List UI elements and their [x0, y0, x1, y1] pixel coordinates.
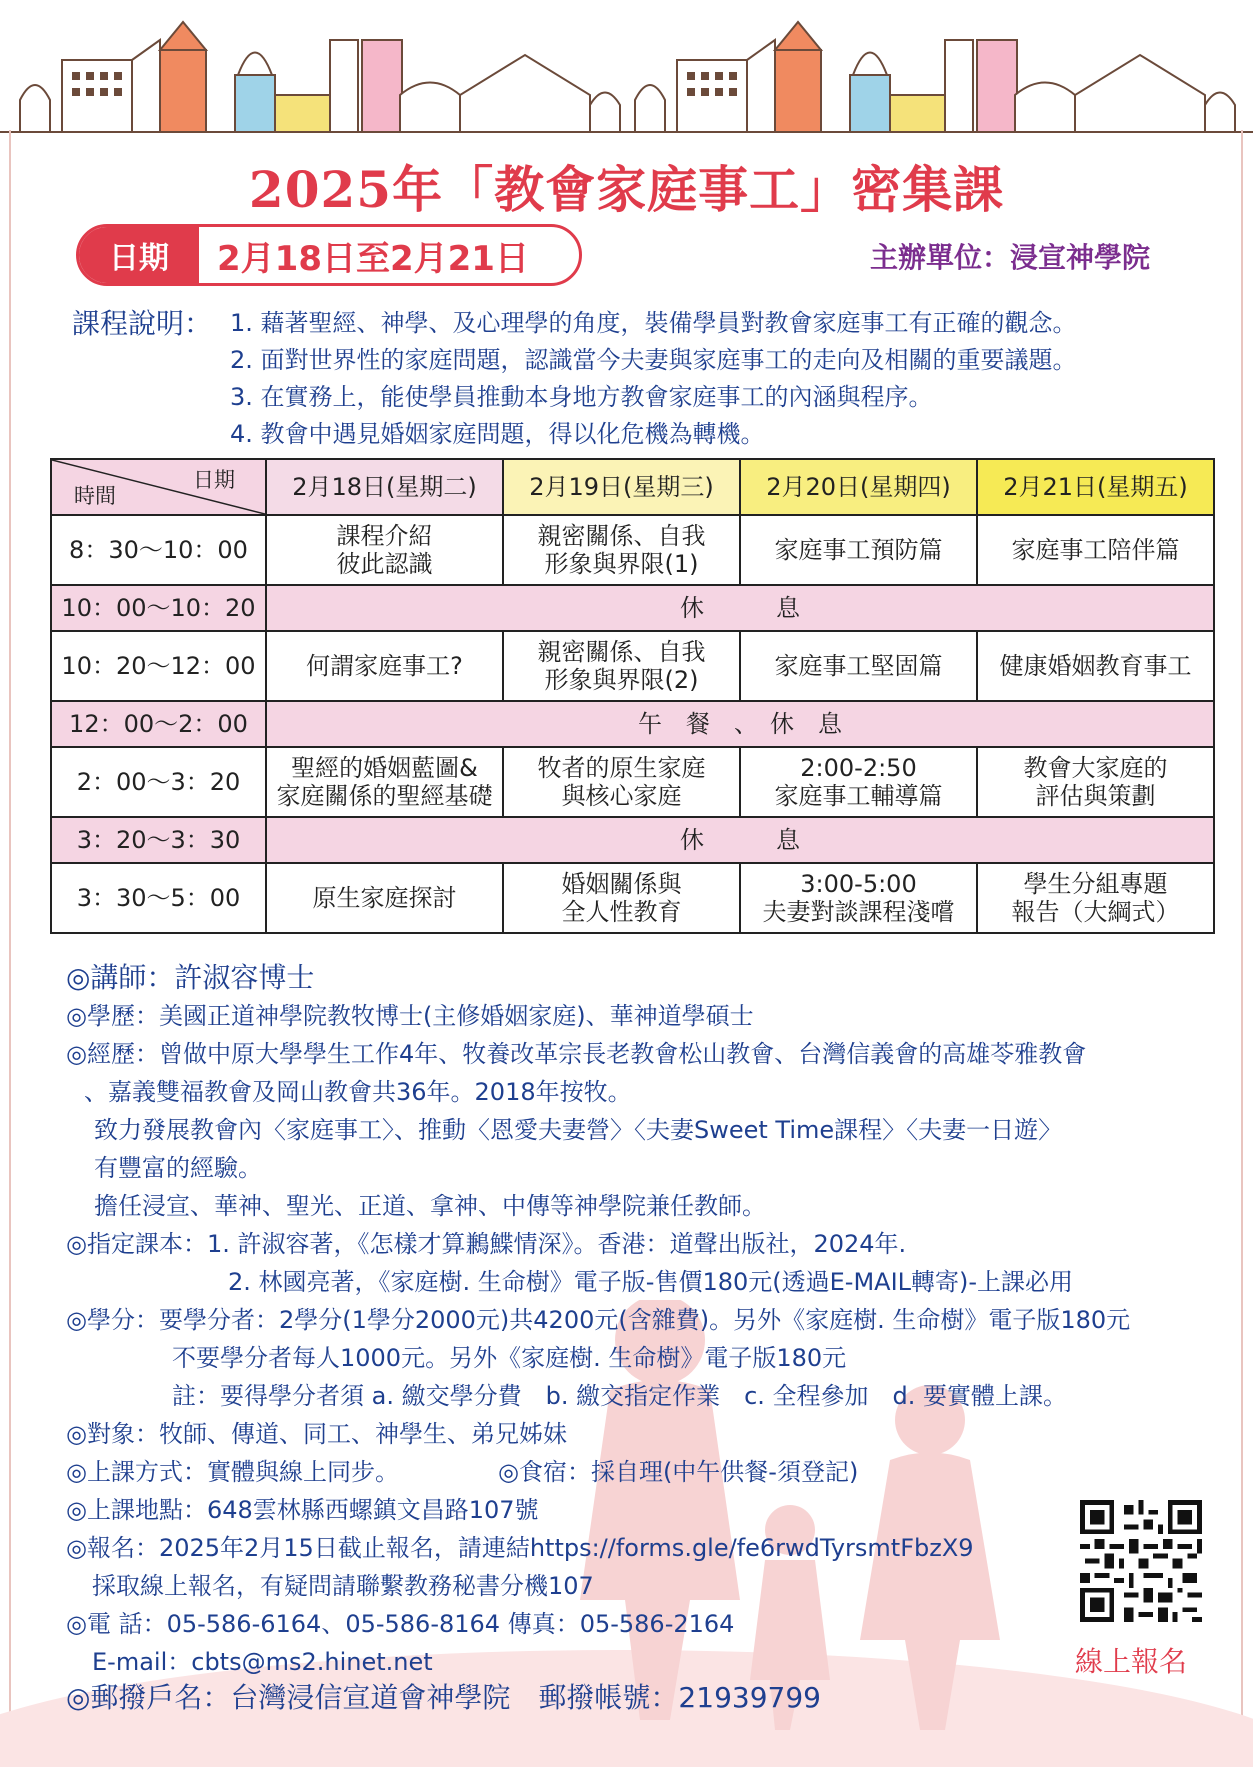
- schedule-break-row: [51, 585, 1214, 631]
- session-cell: [266, 747, 503, 817]
- break-label: 休 息: [266, 817, 1214, 863]
- schedule-row: [51, 747, 1214, 817]
- session-cell: [977, 631, 1214, 701]
- session-cell: [977, 747, 1214, 817]
- day-header: 2月18日(星期二): [266, 459, 503, 515]
- time-slot: 10：20～12：00: [51, 631, 266, 701]
- session-line: 3:00-5:00: [800, 870, 917, 898]
- schedule-body: [51, 515, 1214, 933]
- session-line: 健康婚姻教育事工: [999, 652, 1192, 680]
- session-cell: [266, 631, 503, 701]
- registration-line[interactable]: ◎報名：2025年2月15日截止報名，請連結https://forms.gle/fe6rwdTyrsmtFbzX9: [66, 1534, 974, 1562]
- session-cell: [740, 863, 977, 933]
- session-line: 教會大家庭的: [1023, 754, 1168, 782]
- time-slot: 12：00～2：00: [51, 701, 266, 747]
- session-line: 2:00-2:50: [800, 754, 917, 782]
- session-line: 家庭事工輔導篇: [774, 782, 943, 810]
- time-slot: 2：00～3：20: [51, 747, 266, 817]
- class-location: ◎上課地點：648雲林縣西螺鎮文昌路107號: [66, 1496, 539, 1524]
- session-cell: [740, 747, 977, 817]
- schedule-break-row: [51, 817, 1214, 863]
- schedule-row: [51, 631, 1214, 701]
- course-description-list: [230, 305, 1077, 453]
- credit-line: 不要學分者每人1000元。另外《家庭樹. 生命樹》電子版180元: [172, 1344, 847, 1372]
- session-line: 牧者的原生家庭: [537, 754, 706, 782]
- session-line: 彼此認識: [336, 550, 433, 578]
- credit-note: 註：要得學分者須 a. 繳交學分費 b. 繳交指定作業 c. 全程參加 d. 要實體上課。: [172, 1382, 1068, 1410]
- phone-fax: ◎電 話：05-586-6164、05-586-8164 傳真：05-586-2164: [66, 1610, 735, 1638]
- session-cell: [740, 515, 977, 585]
- day-header: 2月19日(星期三): [503, 459, 740, 515]
- organizer: 主辦單位：浸宣神學院: [870, 241, 1151, 274]
- qr-code-label: 線上報名: [1075, 1645, 1188, 1678]
- session-line: 與核心家庭: [561, 782, 682, 810]
- page-title: 2025年「教會家庭事工」密集課: [248, 160, 1005, 219]
- schedule-header-row: [51, 459, 1214, 515]
- schedule-row: [51, 863, 1214, 933]
- description-item: 4. 教會中遇見婚姻家庭問題，得以化危機為轉機。: [230, 420, 765, 448]
- session-line: 夫妻對談課程淺嚐: [762, 898, 955, 926]
- experience-line: 、嘉義雙福教會及岡山教會共36年。2018年按牧。: [84, 1078, 632, 1106]
- registration-line: 採取線上報名，有疑問請聯繫教務秘書分機107: [92, 1572, 594, 1600]
- session-line: 聖經的婚姻藍圖&: [291, 754, 478, 782]
- session-line: 家庭事工堅固篇: [774, 652, 943, 680]
- qr-code-icon[interactable]: [1080, 1500, 1202, 1622]
- schedule-table: [50, 458, 1215, 934]
- time-slot: 8：30～10：00: [51, 515, 266, 585]
- date-banner: [76, 224, 582, 286]
- session-cell: [266, 863, 503, 933]
- description-item: 3. 在實務上，能使學員推動本身地方教會家庭事工的內涵與程序。: [230, 383, 933, 411]
- session-line: 親密關係、自我: [537, 522, 706, 550]
- session-cell: [503, 515, 740, 585]
- postal-account: ◎郵撥戶名：台灣浸信宣道會神學院 郵撥帳號：21939799: [66, 1681, 821, 1714]
- day-header: 2月21日(星期五): [977, 459, 1214, 515]
- schedule-corner-cell: [51, 459, 266, 515]
- course-description-label: 課程說明：: [72, 307, 213, 340]
- session-line: 家庭事工預防篇: [774, 536, 943, 564]
- lodging: ◎食宿：採自理(中午供餐-須登記): [498, 1458, 859, 1486]
- credit-line: ◎學分：要學分者：2學分(1學分2000元)共4200元(含雜費)。另外《家庭樹. 生命樹》電子版180元: [66, 1306, 1131, 1334]
- corner-date-label: 日期: [193, 468, 235, 492]
- description-item: 1. 藉著聖經、神學、及心理學的角度，裝備學員對教會家庭事工有正確的觀念。: [230, 309, 1077, 337]
- instructor: ◎講師：許淑容博士: [66, 961, 315, 994]
- session-line: 原生家庭探討: [312, 884, 457, 912]
- session-line: 家庭關係的聖經基礎: [276, 782, 493, 810]
- schedule-row: [51, 515, 1214, 585]
- session-line: 學生分組專題: [1023, 870, 1168, 898]
- day-header: 2月20日(星期四): [740, 459, 977, 515]
- experience-line: 致力發展教會內〈家庭事工〉、推動〈恩愛夫妻營〉〈夫妻Sweet Time課程〉〈夫妻一日遊〉: [94, 1116, 1063, 1144]
- session-line: 課程介紹: [336, 522, 433, 550]
- schedule-break-row: [51, 701, 1214, 747]
- session-line: 親密關係、自我: [537, 638, 706, 666]
- session-line: 全人性教育: [561, 898, 682, 926]
- session-cell: [503, 631, 740, 701]
- date-label: 日期: [79, 227, 199, 283]
- session-line: 形象與界限(1): [544, 550, 699, 578]
- session-line: 評估與策劃: [1035, 782, 1156, 810]
- session-cell: [503, 747, 740, 817]
- break-label: 休 息: [266, 585, 1214, 631]
- session-line: 婚姻關係與: [561, 870, 682, 898]
- session-line: 家庭事工陪伴篇: [1011, 536, 1180, 564]
- textbook-line: 2. 林國亮著，《家庭樹. 生命樹》電子版-售價180元(透過E-MAIL轉寄)-上課必用: [228, 1268, 1074, 1296]
- session-cell: [977, 863, 1214, 933]
- experience-line: ◎經歷：曾做中原大學學生工作4年、牧養改革宗長老教會松山教會、台灣信義會的高雄苓雅教會: [66, 1040, 1087, 1068]
- session-line: 形象與界限(2): [544, 666, 699, 694]
- session-cell: [503, 863, 740, 933]
- skyline-illustration: [0, 0, 1253, 140]
- audience: ◎對象：牧師、傳道、同工、神學生、弟兄姊妹: [66, 1420, 567, 1448]
- experience-line: 有豐富的經驗。: [94, 1154, 262, 1182]
- session-line: 報告（大綱式）: [1011, 898, 1180, 926]
- session-cell: [266, 515, 503, 585]
- time-slot: 3：30～5：00: [51, 863, 266, 933]
- date-value: 2月18日至2月21日: [217, 238, 529, 279]
- email[interactable]: E-mail：cbts@ms2.hinet.net: [92, 1648, 433, 1676]
- corner-time-label: 時間: [74, 484, 116, 508]
- session-cell: [740, 631, 977, 701]
- textbook-line: ◎指定課本：1. 許淑容著，《怎樣才算鶼鰈情深》。香港：道聲出版社，2024年.: [66, 1230, 907, 1258]
- session-cell: [977, 515, 1214, 585]
- session-line: 何謂家庭事工?: [306, 652, 463, 680]
- time-slot: 3：20～3：30: [51, 817, 266, 863]
- education: ◎學歷：美國正道神學院教牧博士(主修婚姻家庭)、華神道學碩士: [66, 1002, 754, 1030]
- time-slot: 10：00～10：20: [51, 585, 266, 631]
- experience-line: 擔任浸宣、華神、聖光、正道、拿神、中傳等神學院兼任教師。: [94, 1192, 766, 1220]
- break-label: 午 餐 、 休 息: [266, 701, 1214, 747]
- class-mode: ◎上課方式：實體與線上同步。: [66, 1458, 399, 1486]
- description-item: 2. 面對世界性的家庭問題，認識當今夫妻與家庭事工的走向及相關的重要議題。: [230, 346, 1077, 374]
